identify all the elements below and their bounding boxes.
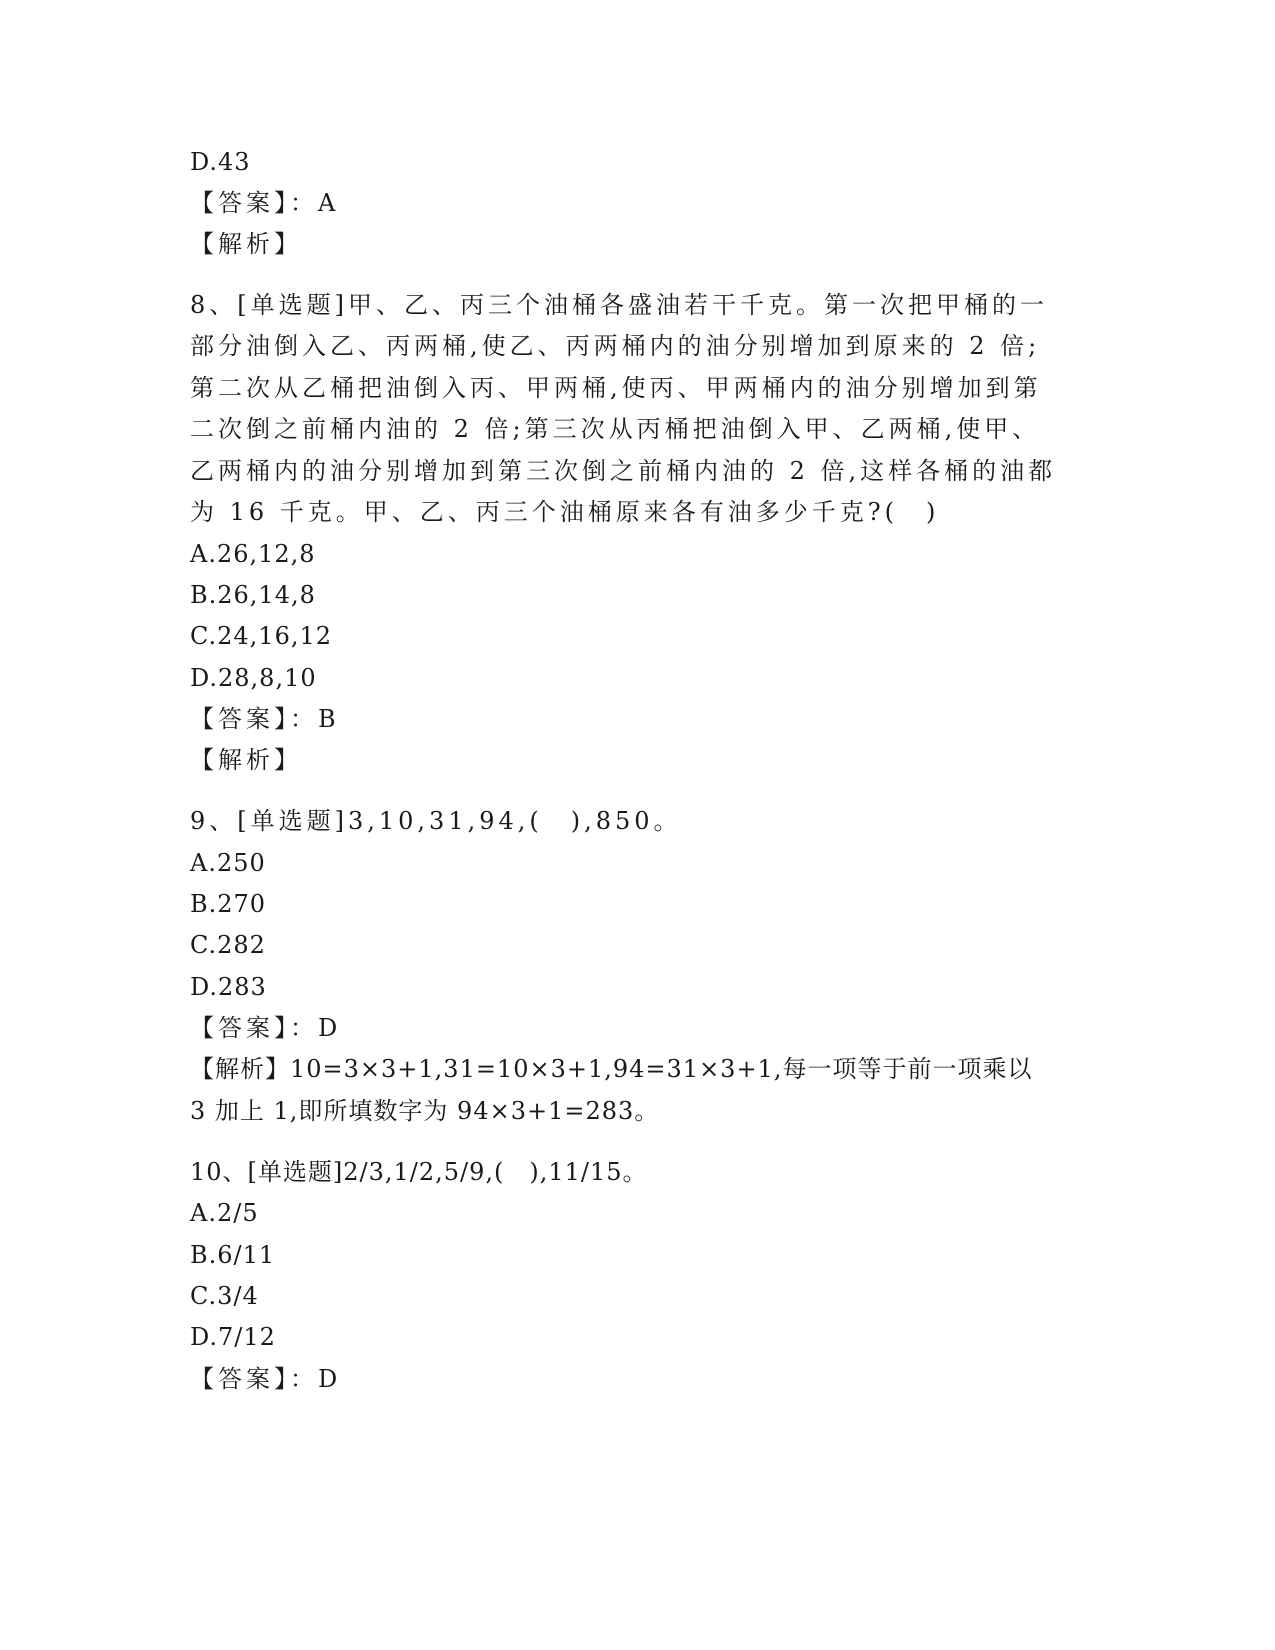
q9-option-c: C.282 xyxy=(190,931,266,959)
prev-option-d: D.43 xyxy=(190,148,251,176)
q8-option-a: A.26,12,8 xyxy=(190,540,316,568)
q8-stem-line-6: 为 16 千克。甲、乙、丙三个油桶原来各有油多少千克?( ) xyxy=(190,498,940,526)
q10-option-a: A.2/5 xyxy=(190,1199,259,1227)
q10-option-c: C.3/4 xyxy=(190,1282,259,1310)
q10-option-d: D.7/12 xyxy=(190,1323,276,1351)
prev-answer: 【答案】：A xyxy=(190,189,340,217)
q9-option-d: D.283 xyxy=(190,973,267,1001)
q8-answer: 【答案】：B xyxy=(190,705,340,733)
q9-option-b: B.270 xyxy=(190,890,267,918)
q9-analysis-line-1: 【解析】10=3×3+1,31=10×3+1,94=31×3+1,每一项等于前一项乘以 xyxy=(190,1055,1033,1083)
q8-stem-line-1: 8、[单选题]甲、乙、丙三个油桶各盛油若干千克。第一次把甲桶的一 xyxy=(190,291,1048,319)
q10-stem: 10、[单选题]2/3,1/2,5/9,( ),11/15。 xyxy=(190,1158,648,1186)
q10-answer: 【答案】：D xyxy=(190,1365,342,1393)
q9-option-a: A.250 xyxy=(190,849,266,877)
q10-option-b: B.6/11 xyxy=(190,1241,276,1269)
prev-analysis: 【解析】 xyxy=(190,230,302,258)
q9-analysis-line-2: 3 加上 1,即所填数字为 94×3+1=283。 xyxy=(190,1097,660,1125)
q9-stem: 9、[单选题]3,10,31,94,( ),850。 xyxy=(190,807,682,835)
q8-option-b: B.26,14,8 xyxy=(190,581,316,609)
q9-answer: 【答案】：D xyxy=(190,1014,342,1042)
q8-stem-line-4: 二次倒之前桶内油的 2 倍;第三次从丙桶把油倒入甲、乙两桶,使甲、 xyxy=(190,415,1041,443)
q8-analysis: 【解析】 xyxy=(190,746,302,774)
q8-option-d: D.28,8,10 xyxy=(190,664,317,692)
q8-option-c: C.24,16,12 xyxy=(190,622,333,650)
q8-stem-line-5: 乙两桶内的油分别增加到第三次倒之前桶内油的 2 倍,这样各桶的油都 xyxy=(190,457,1057,485)
q8-stem-line-2: 部分油倒入乙、丙两桶,使乙、丙两桶内的油分别增加到原来的 2 倍; xyxy=(190,332,1041,360)
q8-stem-line-3: 第二次从乙桶把油倒入丙、甲两桶,使丙、甲两桶内的油分别增加到第 xyxy=(190,374,1042,402)
